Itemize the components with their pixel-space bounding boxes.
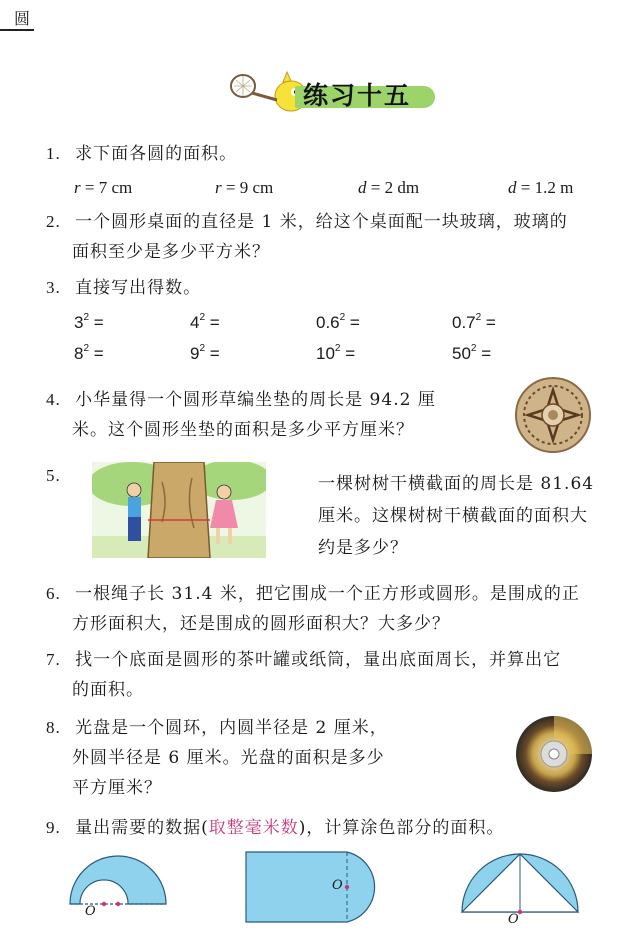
question-line: 米。这个圆形坐垫的面积是多少平方厘米？: [72, 420, 414, 440]
var: d: [508, 178, 517, 197]
tree-measuring-illustration: [92, 462, 266, 558]
question-8: [46, 714, 388, 742]
question-number: 3.: [46, 278, 61, 297]
question-line: 平方厘米？: [72, 778, 162, 798]
q3-item: $0.6^2$ =: [316, 312, 360, 332]
question-line: 面积至少是多少平方米？: [72, 242, 270, 262]
figure-center-label: O: [332, 878, 343, 893]
q3-item: $9^2$ =: [190, 343, 220, 363]
header-rule: [0, 29, 34, 31]
var: d: [358, 178, 367, 197]
q1-item: [215, 178, 273, 198]
q3-item: $10^2$ =: [316, 343, 356, 363]
q1-item: [74, 178, 132, 198]
question-line: 方形面积大，还是围成的圆形面积大？大多少？: [72, 614, 450, 634]
section-title: 练习十五: [303, 81, 412, 110]
question-5-number: 5.: [46, 466, 61, 485]
q3-item: $8^2$ =: [74, 343, 104, 363]
question-line: 光盘是一个圆环，内圆半径是 2 厘米，: [75, 718, 388, 738]
question-number: 6.: [46, 584, 61, 603]
question-line: 找一个底面是圆形的茶叶罐或纸筒，量出底面周长，并算出它: [75, 650, 562, 670]
q3-item: $3^2$ =: [74, 312, 104, 332]
q3-item: $0.7^2$ =: [452, 312, 496, 332]
question-line: 约是多少？: [318, 538, 408, 558]
q3-item: $4^2$ =: [190, 312, 220, 332]
question-line: 外圆半径是 6 厘米。光盘的面积是多少: [72, 748, 385, 768]
figure-center-label: O: [85, 904, 96, 919]
question-9: [46, 814, 504, 842]
question-line: 的面积。: [72, 680, 144, 700]
q3-item: $50^2$ =: [452, 343, 492, 363]
q1-item: [358, 178, 419, 198]
page-header: [0, 0, 640, 40]
question-line: 一个圆形桌面的直径是 1 米，给这个桌面配一块玻璃，玻璃的: [75, 212, 568, 232]
question-highlight: 取整毫米数: [208, 818, 299, 838]
question-number: 2.: [46, 212, 61, 231]
question-7: [46, 646, 561, 674]
figure-semicircle-triangle: [458, 848, 582, 918]
value: = 9 cm: [221, 178, 274, 197]
woven-mat-image: [514, 376, 592, 454]
question-number: 4.: [46, 390, 61, 409]
figure-semicircle-cutout: [66, 848, 178, 920]
question-2: [46, 208, 568, 236]
question-number: 9.: [46, 818, 61, 837]
value: = 2 dm: [366, 178, 420, 197]
question-number: 8.: [46, 718, 61, 737]
var: r: [215, 178, 222, 197]
chapter-label: 圆: [14, 9, 31, 28]
question-line: 一根绳子长 31.4 米，把它围成一个正方形或圆形。是围成的正: [75, 584, 580, 604]
question-3: [46, 274, 201, 302]
question-line: 小华量得一个圆形草编坐垫的周长是 94.2 厘: [75, 390, 436, 410]
question-text: 求下面各圆的面积。: [75, 144, 238, 164]
cd-disc-image: [514, 714, 594, 794]
question-line: 一棵树树干横截面的周长是 81.64: [318, 474, 595, 494]
question-line: 厘米。这棵树树干横截面的面积大: [318, 506, 588, 526]
var: r: [74, 178, 81, 197]
question-text-before: 量出需要的数据(: [75, 818, 209, 838]
question-text-after: )，计算涂色部分的面积。: [298, 818, 505, 838]
question-number: 7.: [46, 650, 61, 669]
question-1: [46, 140, 237, 168]
figure-center-label: O: [508, 912, 519, 927]
question-6: [46, 580, 580, 608]
section-banner: [225, 62, 440, 118]
value: = 7 cm: [80, 178, 133, 197]
q1-item: [508, 178, 573, 198]
question-text: 直接写出得数。: [75, 278, 202, 298]
question-4: [46, 386, 436, 414]
value: = 1.2 m: [516, 178, 574, 197]
figure-rectangle-semicircle: [244, 848, 394, 924]
question-number: 1.: [46, 144, 61, 163]
